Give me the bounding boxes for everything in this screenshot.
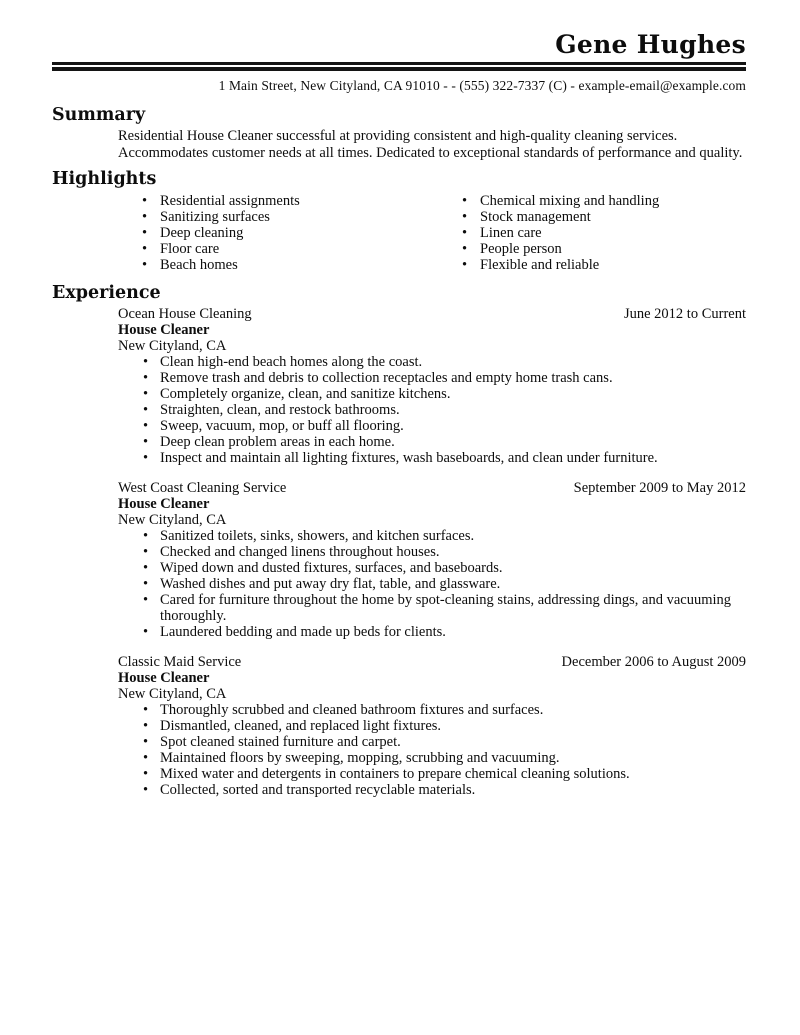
highlight-item: • Beach homes	[140, 257, 460, 273]
highlight-item: • Sanitizing surfaces	[140, 209, 460, 225]
job-entry	[52, 306, 746, 466]
job-duty: • Cared for furniture throughout the home by spot-cleaning stains, addressing dings, and vacuuming thoroughly.	[141, 592, 746, 624]
highlight-item: • People person	[460, 241, 746, 257]
job-duties-list	[141, 528, 746, 640]
job-duty: • Checked and changed linens throughout houses.	[141, 544, 746, 560]
highlight-item: • Flexible and reliable	[460, 257, 746, 273]
job-dates: December 2006 to August 2009	[561, 654, 746, 670]
job-location: New Cityland, CA	[118, 512, 227, 528]
job-location: New Cityland, CA	[118, 338, 227, 354]
summary-section	[52, 105, 746, 161]
job-header	[118, 480, 746, 496]
highlights-columns	[52, 193, 746, 273]
job-duty: • Remove trash and debris to collection receptacles and empty home trash cans.	[141, 370, 746, 386]
job-duty: • Wiped down and dusted fixtures, surfaces, and baseboards.	[141, 560, 746, 576]
contact-line: 1 Main Street, New Cityland, CA 91010 - - (555) 322-7337 (C) - example-email@example.com	[218, 78, 746, 93]
job-location: New Cityland, CA	[118, 686, 227, 702]
job-header	[118, 306, 746, 322]
job-duty: • Washed dishes and put away dry flat, table, and glassware.	[141, 576, 746, 592]
job-duty: • Deep clean problem areas in each home.	[141, 434, 746, 450]
job-entry	[52, 480, 746, 640]
experience-section	[52, 283, 746, 798]
job-duty: • Sweep, vacuum, mop, or buff all flooring.	[141, 418, 746, 434]
header-divider-thick-line	[52, 67, 746, 71]
highlights-left-column	[140, 193, 460, 273]
job-duty: • Laundered bedding and made up beds for clients.	[141, 624, 746, 640]
job-title: House Cleaner	[118, 670, 210, 686]
job-duty: • Maintained floors by sweeping, mopping, scrubbing and vacuuming.	[141, 750, 746, 766]
job-duty: • Clean high-end beach homes along the coast.	[141, 354, 746, 370]
job-header	[118, 654, 746, 670]
job-duty: • Dismantled, cleaned, and replaced light fixtures.	[141, 718, 746, 734]
job-duty: • Straighten, clean, and restock bathrooms.	[141, 402, 746, 418]
job-dates: June 2012 to Current	[623, 306, 746, 322]
experience-heading: Experience	[52, 283, 161, 303]
job-duty: • Completely organize, clean, and sanitize kitchens.	[141, 386, 746, 402]
job-duties-list	[141, 354, 746, 466]
job-company: West Coast Cleaning Service	[118, 480, 287, 496]
header-divider	[52, 62, 746, 71]
highlight-item: • Chemical mixing and handling	[460, 193, 746, 209]
job-duty: • Collected, sorted and transported recyclable materials.	[141, 782, 746, 798]
highlight-item: • Linen care	[460, 225, 746, 241]
summary-text: Residential House Cleaner successful at providing consistent and high-quality cleaning services. Accommodates customer needs at all times. Dedicated to exceptional standards of performance and quality.	[118, 128, 743, 161]
highlight-item: • Floor care	[140, 241, 460, 257]
job-title: House Cleaner	[118, 322, 210, 338]
job-duty: • Thoroughly scrubbed and cleaned bathroom fixtures and surfaces.	[141, 702, 746, 718]
job-dates: September 2009 to May 2012	[573, 480, 746, 496]
job-company: Ocean House Cleaning	[118, 306, 252, 322]
job-title: House Cleaner	[118, 496, 210, 512]
highlight-item: • Deep cleaning	[140, 225, 460, 241]
job-company: Classic Maid Service	[118, 654, 242, 670]
highlight-item: • Residential assignments	[140, 193, 460, 209]
job-duty: • Sanitized toilets, sinks, showers, and kitchen surfaces.	[141, 528, 746, 544]
header-divider-thin-line	[52, 62, 746, 65]
job-duty: • Inspect and maintain all lighting fixtures, wash baseboards, and clean under furniture.	[141, 450, 746, 466]
candidate-name: Gene Hughes	[555, 30, 746, 59]
highlights-right-column	[460, 193, 746, 273]
highlights-section	[52, 169, 746, 273]
highlights-heading: Highlights	[52, 169, 157, 189]
job-duty: • Mixed water and detergents in containers to prepare chemical cleaning solutions.	[141, 766, 746, 782]
summary-heading: Summary	[52, 105, 146, 125]
job-entry	[52, 654, 746, 798]
job-duties-list	[141, 702, 746, 798]
highlight-item: • Stock management	[460, 209, 746, 225]
job-duty: • Spot cleaned stained furniture and carpet.	[141, 734, 746, 750]
